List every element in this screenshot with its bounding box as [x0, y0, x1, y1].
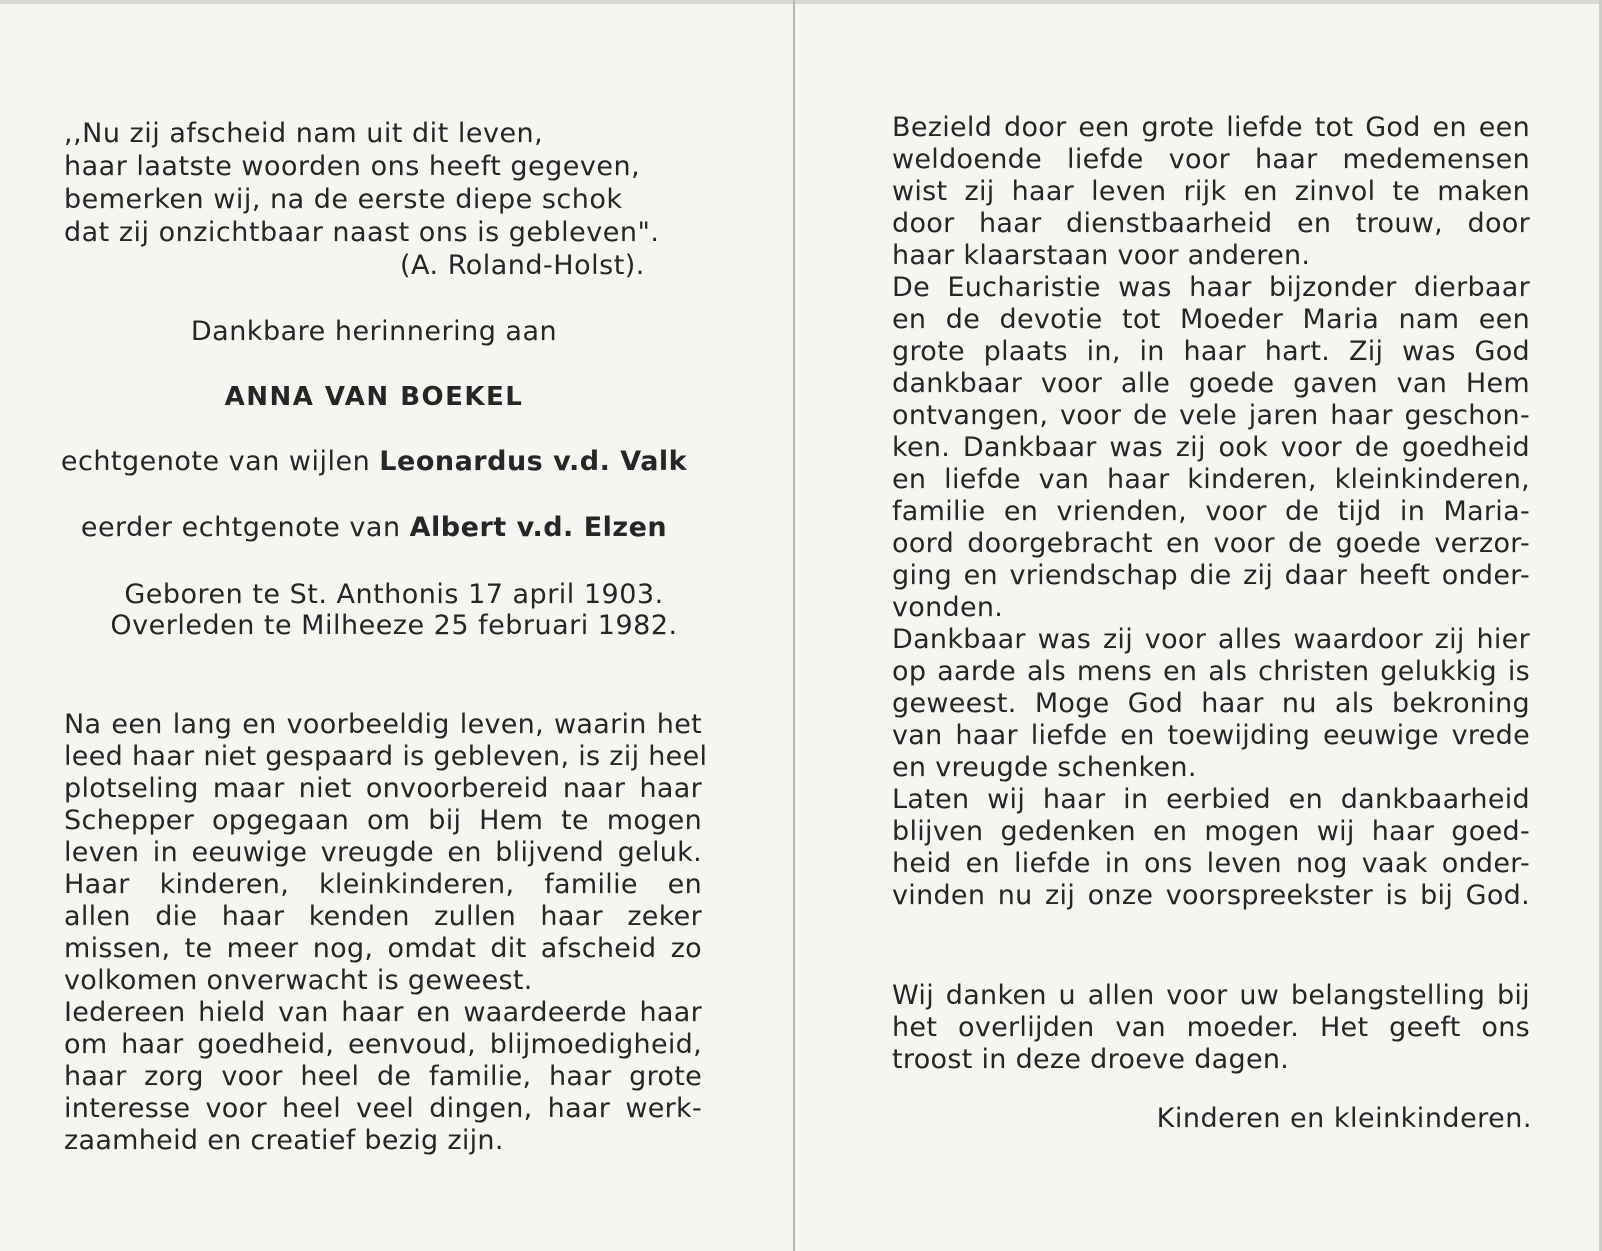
body-line: om haar goedheid, eenvoud, blijmoedigheid,	[64, 1029, 702, 1060]
body-line: van haar liefde en toewijding eeuwige vrede	[892, 720, 1530, 751]
body-line: vinden nu zij onze voorspreekster is bij God.	[892, 880, 1530, 911]
poem-line: ,,Nu zij afscheid nam uit dit leven,	[64, 118, 544, 149]
body-line: weldoende liefde voor haar medemensen	[892, 144, 1530, 175]
body-line: en liefde van haar kinderen, kleinkinderen,	[892, 464, 1530, 495]
body-line: leven in eeuwige vreugde en blijvend geluk.	[64, 837, 702, 868]
body-line: zaamheid en creatief bezig zijn.	[64, 1125, 504, 1156]
spouse-line-1	[54, 446, 694, 478]
body-line: Schepper opgegaan om bij Hem te mogen	[64, 805, 702, 836]
poem-line: dat zij onzichtbaar naast ons is gebleven".	[64, 217, 660, 248]
body-line: wist zij haar leven rijk en zinvol te maken	[892, 176, 1530, 207]
body-line: allen die haar kenden zullen haar zeker	[64, 901, 702, 932]
body-line: interesse voor heel veel dingen, haar werk-	[64, 1093, 702, 1124]
body-line: missen, te meer nog, omdat dit afscheid zo	[64, 933, 702, 964]
body-line: oord doorgebracht en voor de goede verzor-	[892, 528, 1530, 559]
remembrance-intro: Dankbare herinnering aan	[190, 316, 558, 347]
body-line: Bezield door een grote liefde tot God en een	[892, 112, 1530, 143]
thanks-line: het overlijden van moeder. Het geeft ons	[892, 1012, 1530, 1043]
body-line: leed haar niet gespaard is gebleven, is zij heel	[64, 741, 708, 772]
spouse-2-prefix: eerder echtgenote van	[80, 512, 410, 543]
body-line: blijven gedenken en mogen wij haar goed-	[892, 816, 1530, 847]
body-line: geweest. Moge God haar nu als bekroning	[892, 688, 1530, 719]
body-line: ging en vriendschap die zij daar heeft onder-	[892, 560, 1530, 591]
body-line: De Eucharistie was haar bijzonder dierbaar	[892, 272, 1530, 303]
body-line: dankbaar voor alle goede gaven van Hem	[892, 368, 1530, 399]
body-line: haar klaarstaan voor anderen.	[892, 240, 1311, 271]
body-line: grote plaats in, in haar hart. Zij was God	[892, 336, 1530, 367]
spouse-2-name: Albert v.d. Elzen	[409, 512, 668, 543]
body-line: en vreugde schenken.	[892, 752, 1197, 783]
body-line: en de devotie tot Moeder Maria nam een	[892, 304, 1530, 335]
body-line: haar zorg voor heel de familie, haar grote	[64, 1061, 702, 1092]
poem-line: bemerken wij, na de eerste diepe schok	[64, 184, 623, 215]
deceased-name: ANNA VAN BOEKEL	[224, 382, 524, 412]
body-line: Haar kinderen, kleinkinderen, familie en	[64, 869, 702, 900]
body-line: Dankbaar was zij voor alles waardoor zij hier	[892, 624, 1530, 655]
death-line: Overleden te Milheeze 25 februari 1982.	[110, 610, 678, 641]
body-line: Na een lang en voorbeeldig leven, waarin het	[64, 709, 702, 740]
body-line: volkomen onverwacht is geweest.	[64, 965, 533, 996]
body-line: vonden.	[892, 592, 1004, 623]
body-line: ontvangen, voor de vele jaren haar geschon-	[892, 400, 1530, 431]
body-line: ken. Dankbaar was zij ook voor de goedheid	[892, 432, 1530, 463]
body-line: familie en vrienden, voor de tijd in Maria-	[892, 496, 1530, 527]
thanks-line: Wij danken u allen voor uw belangstelling bij	[892, 980, 1530, 1011]
body-line: Iedereen hield van haar en waardeerde haar	[64, 997, 702, 1028]
thanks-line: troost in deze droeve dagen.	[892, 1044, 1290, 1075]
poem-attribution: (A. Roland-Holst).	[400, 250, 645, 281]
body-line: door haar dienstbaarheid en trouw, door	[892, 208, 1530, 239]
spouse-1-prefix: echtgenote van wijlen	[60, 446, 380, 477]
card-fold-line	[793, 0, 795, 1251]
spouse-line-2	[54, 512, 694, 544]
body-line: heid en liefde in ons leven nog vaak onder-	[892, 848, 1530, 879]
card-top-edge	[0, 0, 1602, 4]
body-line: plotseling maar niet onvoorbereid naar haar	[64, 773, 702, 804]
body-line: op aarde als mens en als christen gelukkig is	[892, 656, 1530, 687]
signature: Kinderen en kleinkinderen.	[1156, 1103, 1532, 1134]
spouse-1-name: Leonardus v.d. Valk	[379, 446, 688, 477]
body-line: Laten wij haar in eerbied en dankbaarheid	[892, 784, 1530, 815]
poem-line: haar laatste woorden ons heeft gegeven,	[64, 151, 641, 182]
birth-line: Geboren te St. Anthonis 17 april 1903.	[124, 579, 664, 610]
